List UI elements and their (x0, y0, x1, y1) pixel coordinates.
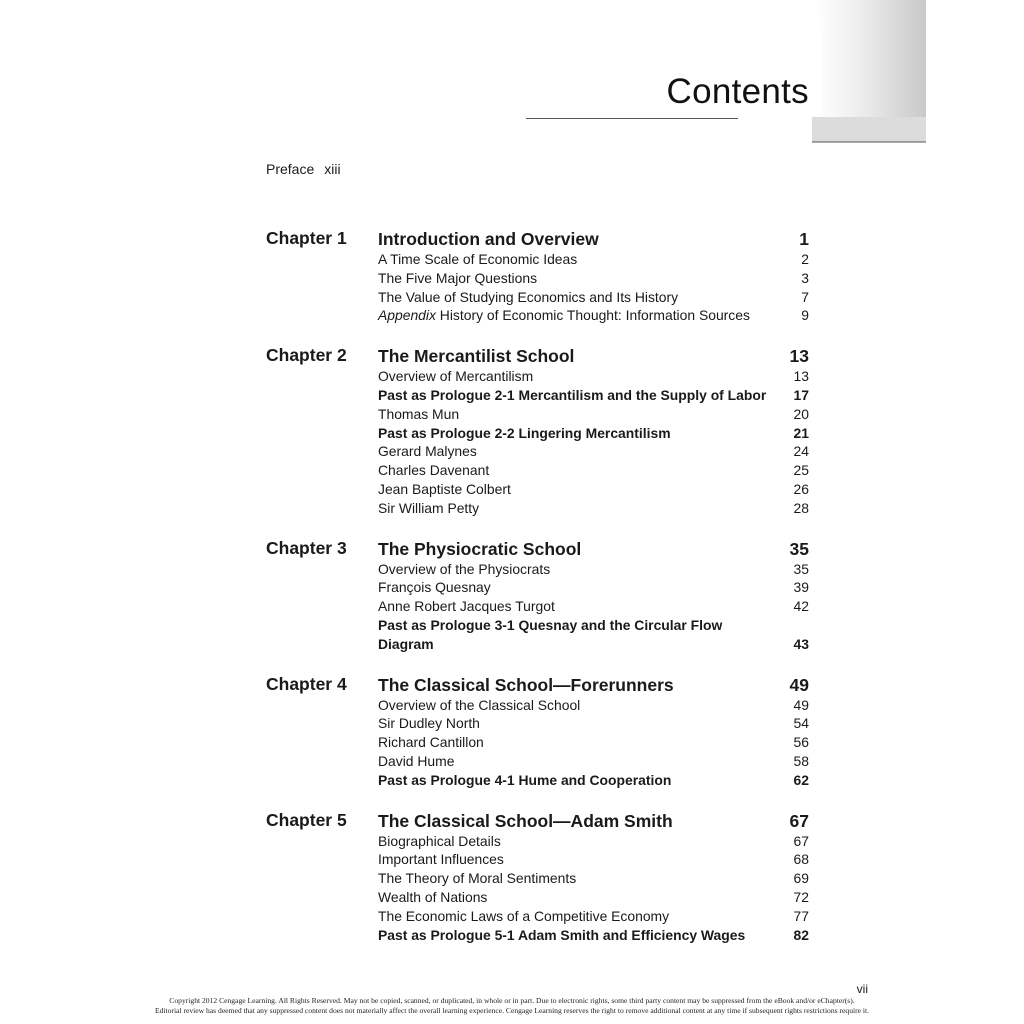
chapter-heading[interactable] (378, 345, 809, 367)
entry-title: Past as Prologue 5-1 Adam Smith and Efficiency Wages (378, 926, 746, 943)
entry-page: 35 (793, 560, 809, 577)
entry-page: 9 (801, 307, 809, 324)
entry-title: Sir William Petty (378, 499, 480, 516)
entry-page: 17 (793, 386, 809, 403)
entry-title: Sir Dudley North (378, 715, 480, 732)
toc-entry[interactable] (378, 696, 809, 715)
preface-entry[interactable] (266, 161, 341, 177)
toc-entry[interactable] (378, 714, 809, 733)
entry-page: 68 (793, 851, 809, 868)
chapter-heading[interactable] (378, 810, 809, 832)
chapter-title: The Physiocratic School (378, 538, 582, 559)
toc-entry[interactable] (378, 869, 809, 888)
entry-page: 2 (801, 251, 809, 267)
entry-title: Jean Baptiste Colbert (378, 480, 511, 497)
chapter-4 (266, 674, 809, 790)
entry-title: Past as Prologue 2-2 Lingering Mercantilism (378, 424, 671, 441)
toc-entry[interactable] (378, 733, 809, 752)
entry-page: 58 (793, 752, 809, 769)
chapter-page: 13 (789, 346, 809, 367)
copyright-notice (0, 996, 1024, 1016)
entry-title: The Value of Studying Economics and Its History (378, 288, 679, 305)
decorative-page-tab (812, 0, 926, 143)
entry-page: 28 (793, 499, 809, 516)
entry-page: 39 (793, 579, 809, 596)
toc-entry[interactable] (378, 752, 809, 771)
entry-page: 82 (793, 926, 809, 943)
chapter-page: 67 (789, 810, 809, 831)
preface-label: Preface (266, 161, 315, 177)
entry-title: François Quesnay (378, 579, 491, 596)
entry-title: Overview of the Physiocrats (378, 560, 551, 577)
entry-title: The Economic Laws of a Competitive Economy (378, 907, 670, 924)
entry-page: 54 (793, 715, 809, 732)
entry-title: History of Economic Thought: Information Sources (439, 307, 750, 324)
entry-page: 69 (793, 870, 809, 887)
chapter-label: Chapter 3 (266, 537, 347, 558)
entry-title-with-prefix (378, 306, 801, 325)
entry-title: Overview of Mercantilism (378, 368, 534, 385)
entry-page: 20 (793, 405, 809, 422)
entry-title: Past as Prologue 4-1 Hume and Cooperation (378, 771, 672, 788)
entry-page: 42 (793, 598, 809, 615)
toc-entry[interactable] (378, 367, 809, 386)
chapter-label: Chapter 2 (266, 345, 347, 366)
toc-entry[interactable] (378, 306, 809, 325)
chapter-label: Chapter 4 (266, 673, 347, 694)
entry-page: 67 (793, 832, 809, 849)
entry-title: David Hume (378, 752, 455, 769)
entry-title: Anne Robert Jacques Turgot (378, 598, 555, 615)
chapter-title: The Mercantilist School (378, 346, 575, 367)
toc-entry-feature[interactable] (378, 424, 809, 443)
entry-title: Important Influences (378, 851, 504, 868)
entry-page: 24 (793, 443, 809, 460)
toc-entry[interactable] (378, 888, 809, 907)
copyright-line: Copyright 2012 Cengage Learning. All Rights Reserved. May not be copied, scanned, or duplicated, in whole or in part. Due to electronic rights, some third party content may be suppressed from the eBook and/or eChapter(s). (169, 996, 855, 1005)
toc-entry[interactable] (378, 907, 809, 926)
entry-page: 3 (801, 269, 809, 286)
toc-entry[interactable] (378, 442, 809, 461)
entry-title: Wealth of Nations (378, 888, 488, 905)
toc-entry[interactable] (378, 832, 809, 851)
entry-page: 72 (793, 888, 809, 905)
toc-entry[interactable] (378, 578, 809, 597)
chapter-heading[interactable] (378, 674, 809, 696)
toc-entry[interactable] (378, 499, 809, 518)
chapter-3 (266, 538, 809, 654)
page-title: Contents (666, 72, 809, 111)
toc-entry[interactable] (378, 480, 809, 499)
chapter-heading[interactable] (378, 538, 809, 560)
chapter-5 (266, 810, 809, 945)
entry-title: Thomas Mun (378, 405, 460, 422)
entry-title: The Theory of Moral Sentiments (378, 870, 577, 887)
toc-entry-feature[interactable] (378, 771, 809, 790)
toc-entry[interactable] (378, 850, 809, 869)
chapter-title: Introduction and Overview (378, 229, 599, 249)
preface-page: xiii (324, 161, 341, 177)
toc-entry-feature[interactable] (378, 616, 809, 654)
entry-page: 62 (793, 771, 809, 788)
entry-page: 7 (801, 288, 809, 305)
chapter-page: 35 (789, 538, 809, 559)
chapter-label: Chapter 5 (266, 809, 347, 830)
chapter-list (266, 228, 809, 964)
entry-title: Past as Prologue 2-1 Mercantilism and the Supply of Labor (378, 386, 767, 403)
toc-entry[interactable] (378, 269, 809, 288)
entry-title: A Time Scale of Economic Ideas (378, 251, 578, 267)
toc-entry[interactable] (378, 597, 809, 616)
entry-title: The Five Major Questions (378, 269, 538, 286)
entry-title: Richard Cantillon (378, 734, 484, 751)
chapter-title: The Classical School—Adam Smith (378, 810, 673, 831)
entry-title: Overview of the Classical School (378, 696, 581, 713)
chapter-page: 49 (789, 674, 809, 695)
chapter-2 (266, 345, 809, 517)
entry-title: Biographical Details (378, 832, 501, 849)
title-rule (526, 118, 738, 119)
entry-page: 49 (793, 696, 809, 713)
entry-page: 26 (793, 480, 809, 497)
chapter-label: Chapter 1 (266, 228, 347, 248)
chapter-page: 1 (799, 229, 809, 249)
entry-page: 77 (793, 907, 809, 924)
entry-title: Gerard Malynes (378, 443, 477, 460)
entry-title: Charles Davenant (378, 462, 490, 479)
chapter-heading[interactable] (378, 228, 809, 250)
entry-page: 13 (793, 368, 809, 385)
entry-prefix: Appendix (378, 307, 436, 324)
copyright-line: Editorial review has deemed that any suppressed content does not materially affect the overall learning experience. Cengage Learning reserves the right to remove additional content at any time if subsequent rights restrictions require it. (154, 1006, 870, 1015)
entry-title: Past as Prologue 3-1 Quesnay and the Circular Flow Diagram (378, 616, 723, 652)
entry-page: 21 (793, 424, 809, 441)
entry-page: 56 (793, 734, 809, 751)
toc-entry-feature[interactable] (378, 386, 809, 405)
toc-entry-feature[interactable] (378, 926, 809, 945)
toc-entry[interactable] (378, 461, 809, 480)
entry-page: 43 (793, 635, 809, 652)
toc-entry[interactable] (378, 405, 809, 424)
entry-page: 25 (793, 462, 809, 479)
page-number: vii (856, 982, 868, 996)
toc-entry[interactable] (378, 560, 809, 579)
toc-entry[interactable] (378, 250, 809, 269)
toc-entry[interactable] (378, 288, 809, 307)
chapter-title: The Classical School—Forerunners (378, 674, 674, 695)
chapter-1 (266, 228, 809, 325)
